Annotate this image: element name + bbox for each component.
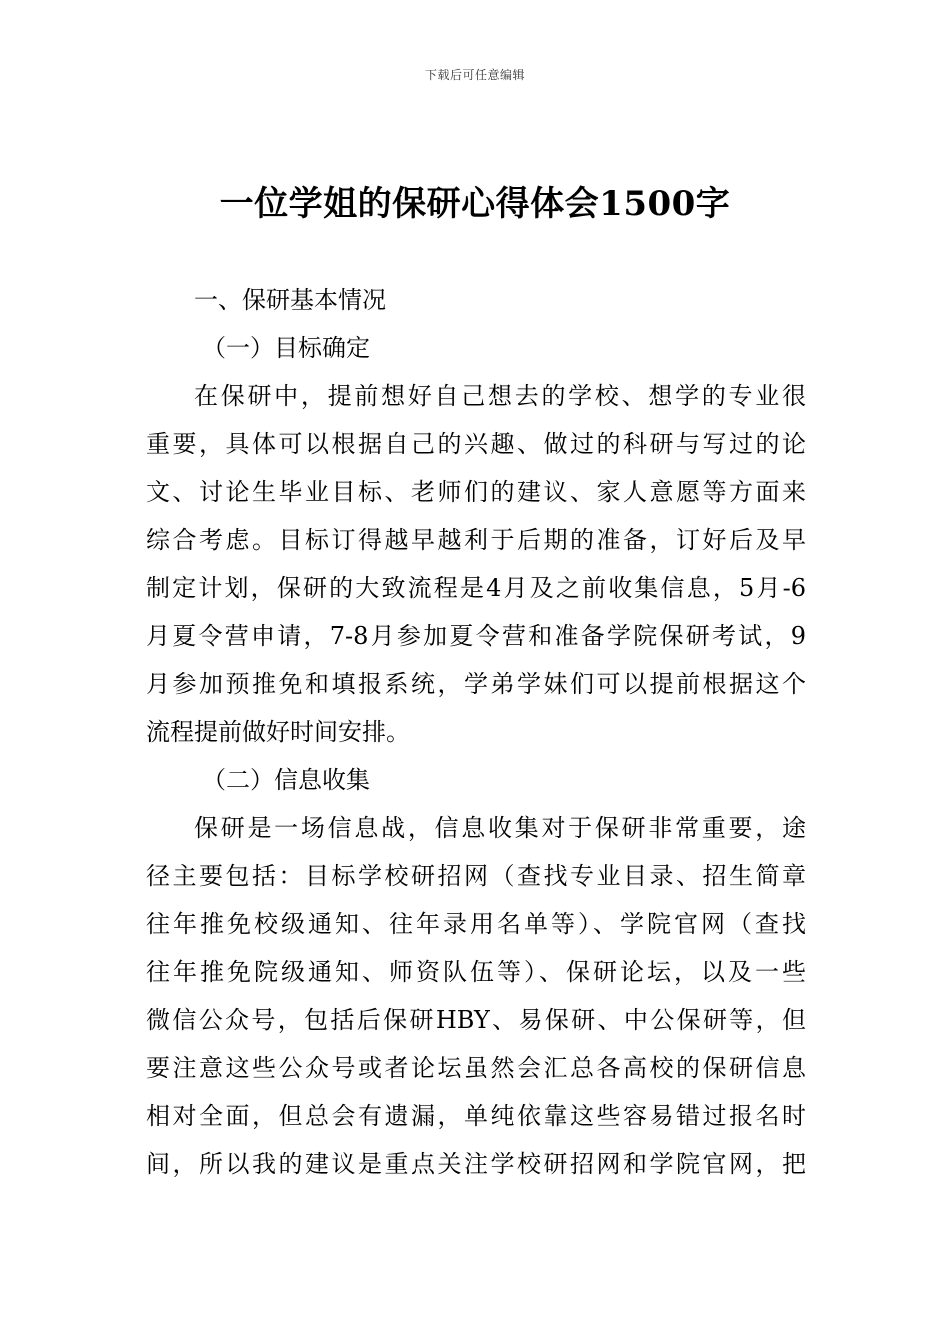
- paragraph-line: 径主要包括：目标学校研招网（查找专业目录、招生简章: [146, 862, 806, 890]
- header-note: 下载后可任意编辑: [424, 68, 525, 82]
- paragraph-info: [146, 804, 806, 1188]
- paragraph-line: 月参加预推免和填报系统，学弟学妹们可以提前根据这个: [146, 670, 806, 698]
- paragraph-line: 制定计划，保研的大致流程是4月及之前收集信息，5月-6: [146, 574, 806, 602]
- subsection-heading: （一）目标确定: [202, 334, 370, 362]
- paragraph-line: 往年推免院级通知、师资队伍等）、保研论坛，以及一些: [146, 958, 806, 986]
- subsection-heading: （二）信息收集: [202, 766, 370, 794]
- paragraph-line: 综合考虑。目标订得越早越利于后期的准备，订好后及早: [146, 526, 806, 554]
- section-heading: 一、保研基本情况: [194, 286, 386, 314]
- paragraph-line: 文、讨论生毕业目标、老师们的建议、家人意愿等方面来: [146, 478, 806, 506]
- paragraph-line: 间，所以我的建议是重点关注学校研招网和学院官网，把: [146, 1150, 806, 1178]
- paragraph-line: 重要，具体可以根据自己的兴趣、做过的科研与写过的论: [146, 430, 806, 458]
- paragraph-line: 月夏令营申请，7-8月参加夏令营和准备学院保研考试，9: [146, 622, 806, 650]
- paragraph-line: 相对全面，但总会有遗漏，单纯依靠这些容易错过报名时: [146, 1102, 806, 1130]
- paragraph-line: 往年推免校级通知、往年录用名单等）、学院官网（查找: [146, 910, 806, 938]
- paragraph-line: 要注意这些公众号或者论坛虽然会汇总各高校的保研信息: [146, 1054, 806, 1082]
- paragraph-line: 微信公众号，包括后保研HBY、易保研、中公保研等，但: [146, 1006, 806, 1034]
- paragraph-line: 保研是一场信息战，信息收集对于保研非常重要，途: [194, 814, 806, 842]
- paragraph-line: 流程提前做好时间安排。: [146, 718, 410, 746]
- paragraph-goal: [146, 372, 806, 756]
- paragraph-line: 在保研中，提前想好自己想去的学校、想学的专业很: [194, 382, 806, 410]
- document-title: 一位学姐的保研心得体会1500字: [219, 184, 731, 224]
- document-body: [146, 276, 806, 1188]
